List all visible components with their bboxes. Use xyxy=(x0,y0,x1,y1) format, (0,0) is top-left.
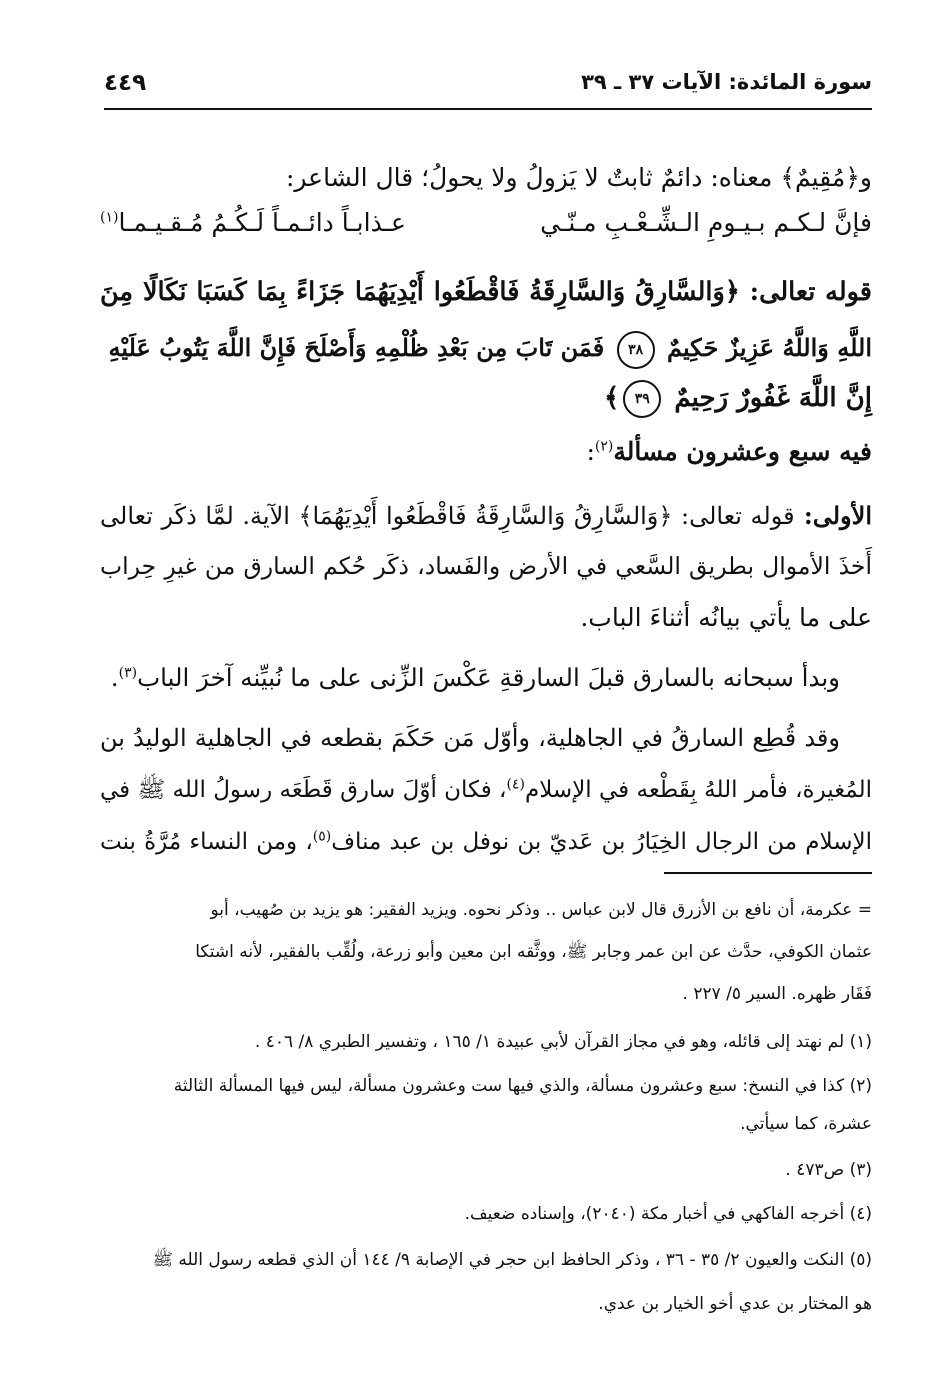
footnote-1: (١) لم نهتد إلى قائله، وهو في مجاز القرآن لأبي عبيدة ١/ ١٦٥ ، وتفسير الطبري ٨/ ٤٠٦ . xyxy=(254,1032,872,1052)
ayah-number-marker-38: ٣٨ xyxy=(617,331,655,369)
ayah-closing-bracket: ﴾ xyxy=(604,383,620,413)
footnote-ref-1[interactable]: (١) xyxy=(100,209,119,226)
ayah-text-3: إِنَّ اللَّهَ غَفُورٌ رَحِيمٌ xyxy=(674,383,872,413)
footnote-ref-3[interactable]: (٣) xyxy=(118,664,138,681)
masail-heading: فيه سبع وعشرون مسألة$^{(٢)}$: xyxy=(586,437,872,466)
footnote-5-line-2: هو المختار بن عدي أخو الخيار بن عدي. xyxy=(598,1294,872,1314)
footnote-ref-4[interactable]: (٤) xyxy=(506,776,525,793)
para1-line-2: أَخذَ الأموال بطريق السَّعي في الأرض والفَساد، ذكَر حُكم السارق من غيرِ حِراب xyxy=(100,552,872,580)
footnote-2-line-2: عشرة، كما سيأتي. xyxy=(740,1114,872,1134)
para1-line-3: على ما يأتي بيانُه أثناءَ الباب. xyxy=(580,603,872,632)
header-rule xyxy=(104,108,872,110)
ayah-text-1: ﴿وَالسَّارِقُ وَالسَّارِقَةُ فَاقْطَعُوا أَيْدِيَهُمَا جَزَاءً بِمَا كَسَبَا نَكَالًا مِنَ xyxy=(100,277,740,307)
poem-hemistich-2: عـذابـاً دائـمـاً لَـكُـمُ مُـقـيـمـا$^{(١)}$ xyxy=(100,208,406,237)
footnote-ref-5[interactable]: (٥) xyxy=(312,828,332,845)
ayah-number-marker-39: ٣٩ xyxy=(623,380,661,418)
para3-line-1: وقد قُطِع السارقُ في الجاهلية، وأوّل مَن حَكَمَ بقطعه في الجاهلية الوليدُ بن xyxy=(100,724,840,752)
ayah-text-2: اللَّهِ وَاللَّهُ عَزِيزٌ حَكِيمٌ xyxy=(666,333,872,362)
para2-line-1: وبدأ سبحانه بالسارق قبلَ السارقةِ عَكْسَ الزِّنى على ما نُبيِّنه آخرَ الباب$^{(٣)}$. xyxy=(110,663,840,692)
ayah-text-2b: فَمَن تَابَ مِن بَعْدِ ظُلْمِهِ وَأَصْلَحَ فَإِنَّ اللَّهَ يَتُوبُ عَلَيْهِ xyxy=(108,333,605,362)
footnote-ref-2[interactable]: (٢) xyxy=(594,438,614,455)
footnote-5-line-1: (٥) النكت والعيون ٢/ ٣٥ - ٣٦ ، وذكر الحافظ ابن حجر في الإصابة ٩/ ١٤٤ أن الذي قطعه رسول الله ﷺ xyxy=(152,1250,872,1270)
footnote-4: (٤) أخرجه الفاكهي في أخبار مكة (٢٠٤٠)، وإسناده ضعيف. xyxy=(464,1204,872,1224)
qawl-label: قوله تعالى: xyxy=(739,277,872,307)
footnote-3: (٣) ص٤٧٣ . xyxy=(785,1160,872,1180)
para1-line-1: الأولى: قوله تعالى: ﴿وَالسَّارِقُ وَالسَّارِقَةُ فَاقْطَعُوا أَيْدِيَهُمَا﴾ الآية. لمَّا ذكَر تعالى xyxy=(100,501,872,530)
para3-line-2: المُغيرة، فأمر اللهُ بِقَطْعه في الإسلام$^{(٤)}$، فكان أوّلَ سارق قَطَعَه رسولُ الله ﷺ في xyxy=(99,776,872,803)
masala-label-first: الأولى: xyxy=(794,501,872,530)
ayah-line-3 xyxy=(100,376,872,420)
para3-line-3: الإسلام من الرجال الخِيَارُ بن عَديّ بن نوفل بن عبد مناف$^{(٥)}$، ومن النساء مُرَّةُ بنت xyxy=(100,828,872,855)
poem-hemistich-1: فإنَّ لـكـم بـيـومِ الـشِّـعْـبِ مـنّـي xyxy=(540,208,872,237)
footnote-2-line-1: (٢) كذا في النسخ: سبع وعشرون مسألة، والذي فيها ست وعشرون مسألة، ليس فيها المسألة الثالثة xyxy=(173,1076,872,1096)
footnote-continuation-line-3: فَقَار ظهره. السير ٥/ ٢٢٧ . xyxy=(682,984,872,1004)
running-header xyxy=(104,68,872,108)
footnote-separator xyxy=(664,872,872,874)
poem-verse xyxy=(100,200,872,246)
body-line-muqim: و﴿مُقِيمٌ﴾ معناه: دائمٌ ثابتٌ لا يَزولُ ولا يحولُ؛ قال الشاعر: xyxy=(285,163,872,192)
surah-title: سورة المائدة: الآيات ٣٧ ـ ٣٩ xyxy=(581,70,872,94)
page-number: ٤٤٩ xyxy=(104,70,147,96)
ayah-line-2 xyxy=(100,326,872,370)
ayah-line-1 xyxy=(100,270,872,314)
footnote-continuation-line-1: = عكرمة، أن نافع بن الأزرق قال لابن عباس .. وذكر نحوه. ويزيد الفقير: هو يزيد بن صُهيب، أبو xyxy=(210,900,872,920)
footnote-continuation-line-2: عثمان الكوفي، حدَّث عن ابن عمر وجابر ﷺ، ووثَّقه ابن معين وأبو زرعة، ولُقِّب بالفقير، لأنه اشتكا xyxy=(195,942,872,962)
